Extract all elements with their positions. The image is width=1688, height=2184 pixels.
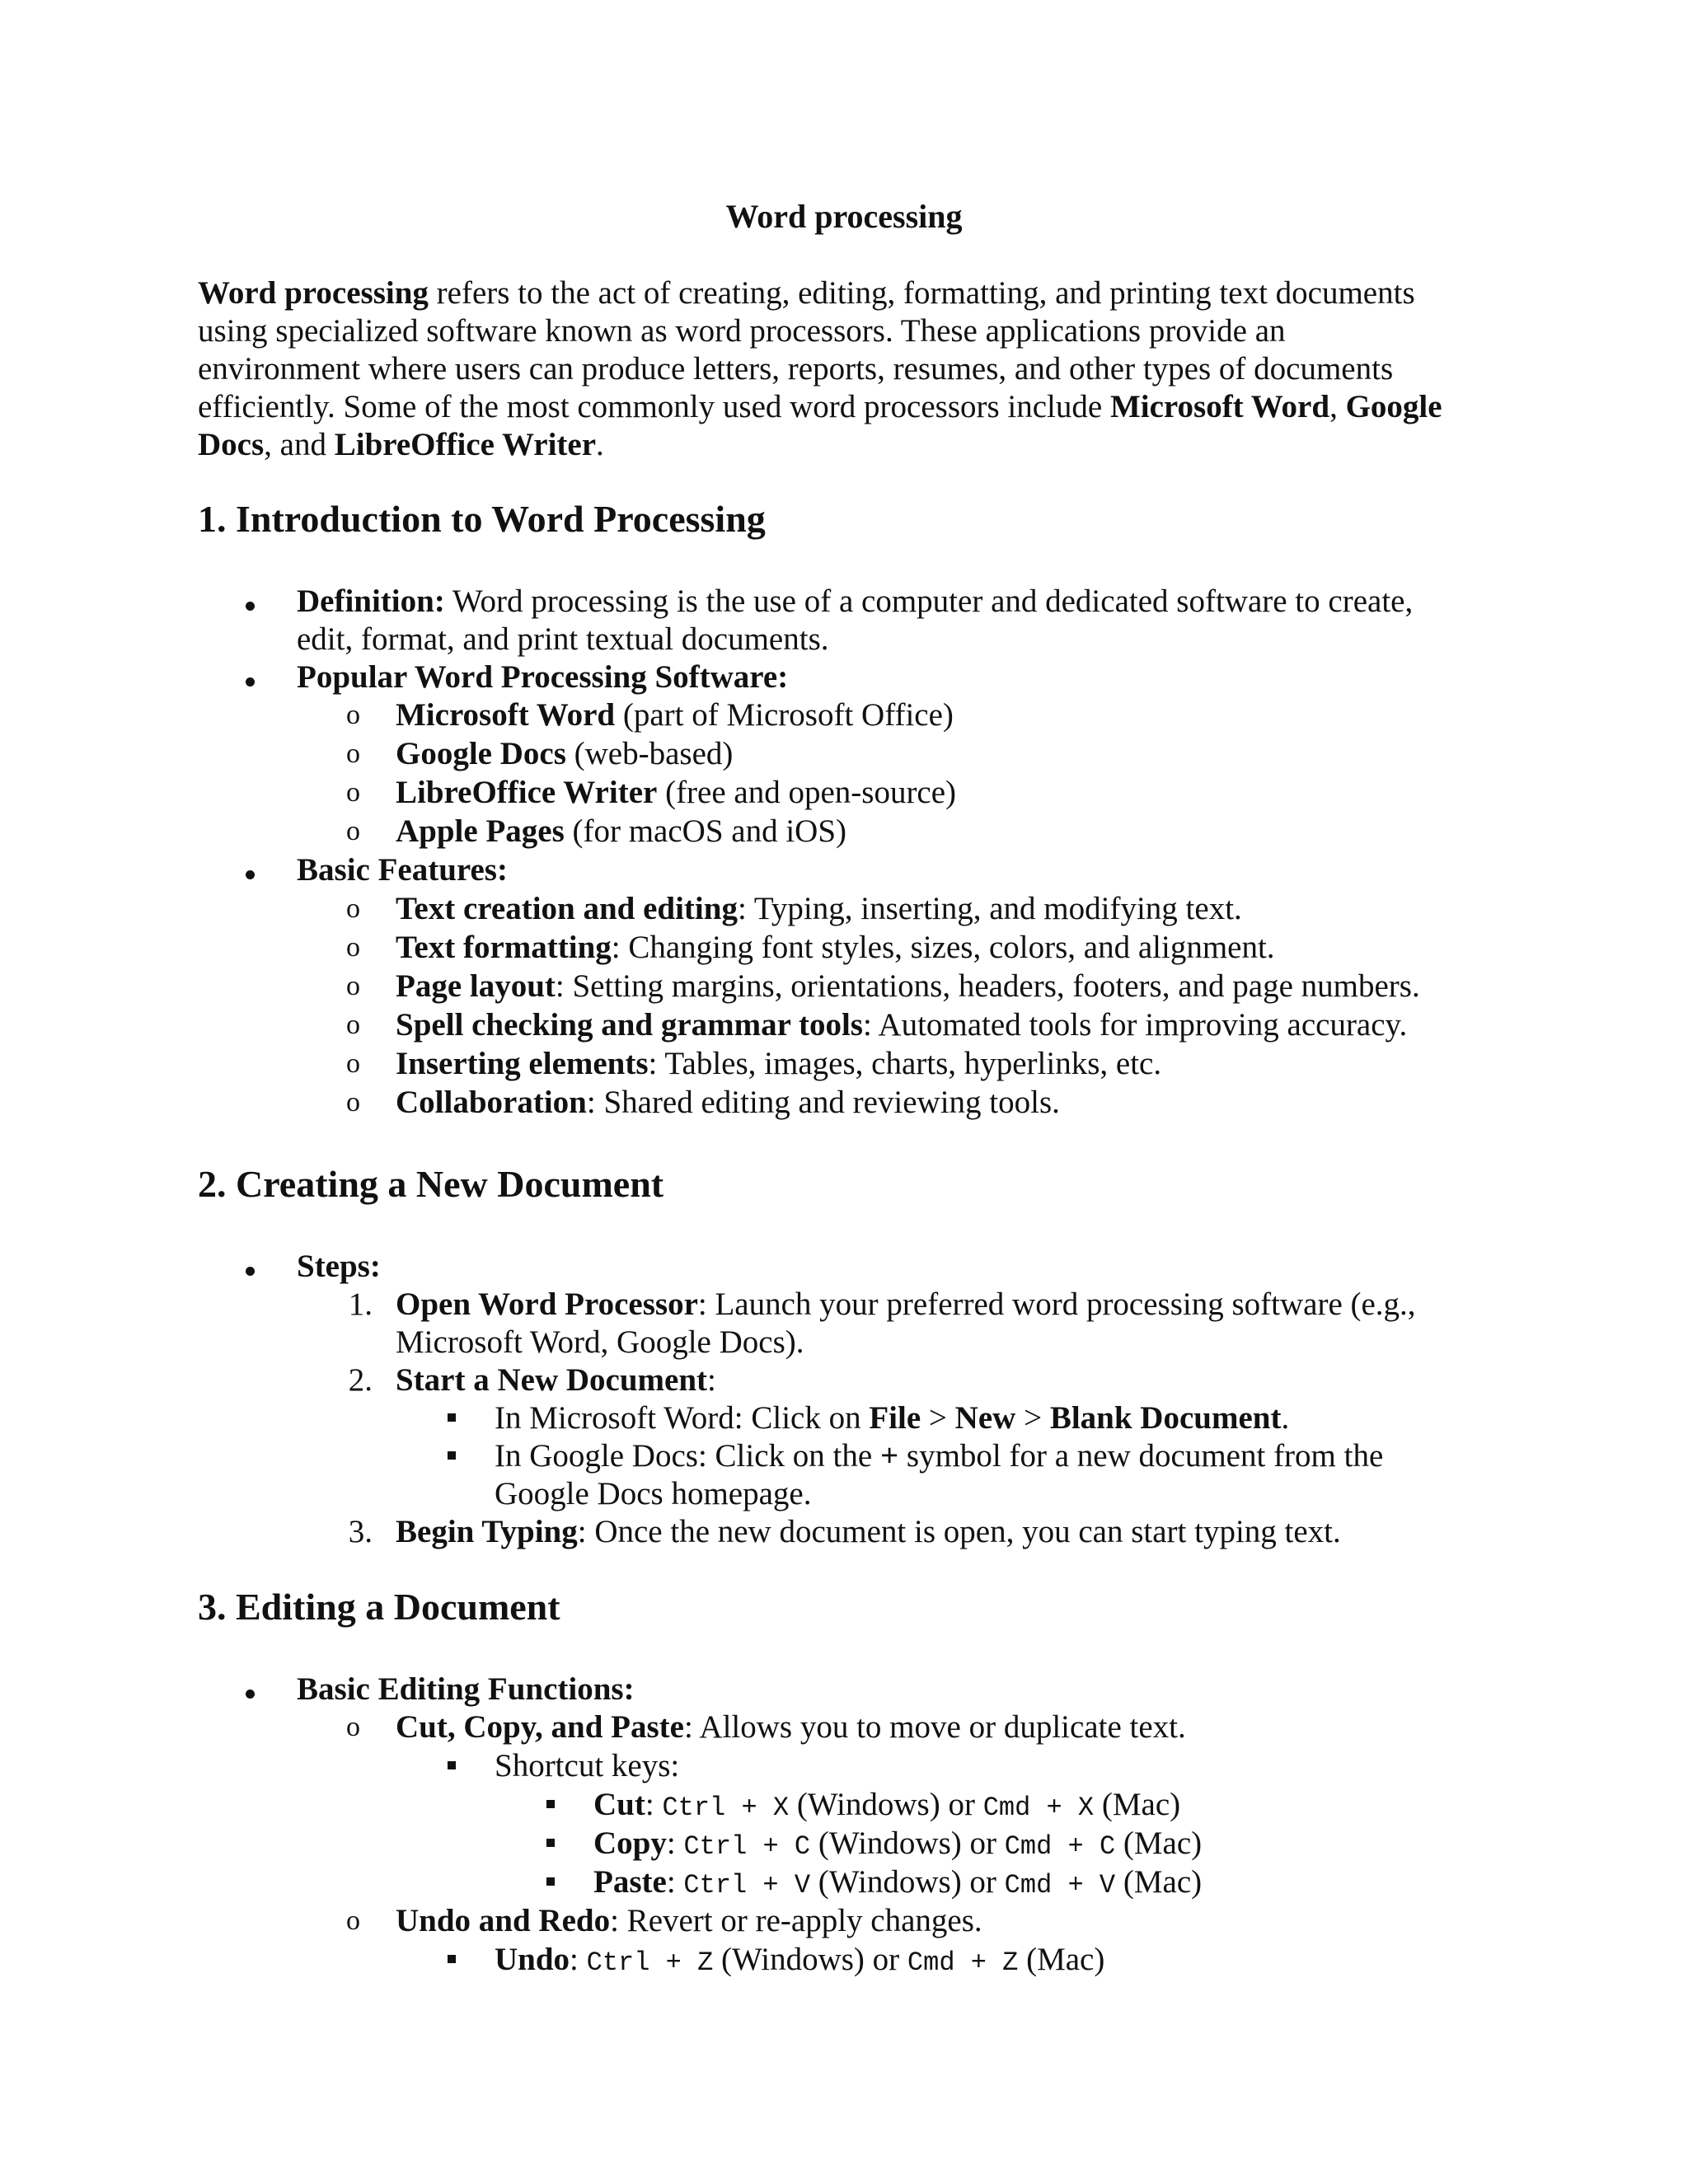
popular-software-label: Popular Word Processing Software: [297, 659, 789, 695]
steps-label: Steps: [297, 1249, 381, 1284]
square-bullet-icon [546, 1877, 555, 1886]
intro-text-1: refers to the act of creating, editing, formatting, and printing text documents [428, 275, 1415, 311]
windows-shortcut: Ctrl + V [683, 1870, 811, 1900]
intro-google-a: Google [1345, 389, 1442, 424]
feature-desc: : Shared editing and reviewing tools. [586, 1085, 1060, 1120]
windows-label: (Windows) or [713, 1942, 907, 1977]
circle-bullet-icon: o [346, 1712, 360, 1742]
feature-desc: : Setting margins, orientations, headers, footers, and page numbers. [555, 968, 1420, 1004]
intro-line-2: using specialized software known as word processors. These applications provide an [198, 313, 1286, 349]
feature-desc: : Automated tools for improving accuracy. [862, 1007, 1408, 1043]
feature-name: Text creation and editing [396, 891, 738, 926]
windows-label: (Windows) or [789, 1787, 983, 1822]
bullet-icon [246, 1690, 255, 1699]
ccp-item [396, 1708, 1186, 1747]
square-bullet-icon [546, 1839, 555, 1847]
software-name: Apple Pages [396, 813, 565, 849]
circle-bullet-icon: o [346, 893, 360, 924]
section-2-heading: 2. Creating a New Document [198, 1163, 664, 1205]
software-name: Microsoft Word [396, 697, 616, 733]
windows-shortcut: Ctrl + C [683, 1831, 811, 1862]
undo-redo-name: Undo and Redo [396, 1903, 611, 1938]
step-2-name: Start a New Document [396, 1362, 708, 1398]
software-note: (web-based) [565, 736, 734, 771]
feature-name: Collaboration [396, 1085, 587, 1120]
step-1-text: : Launch your preferred word processing software (e.g., [697, 1286, 1416, 1322]
ms-text: In Microsoft Word: Click on [495, 1400, 870, 1436]
mac-shortcut: Cmd + C [1004, 1831, 1116, 1862]
circle-bullet-icon: o [346, 738, 360, 769]
intro-text-4: efficiently. Some of the most commonly used word processors include [198, 389, 1110, 424]
square-bullet-icon [546, 1800, 555, 1808]
document-title: Word processing [725, 198, 963, 235]
windows-shortcut: Ctrl + X [662, 1793, 790, 1823]
definition-text: Word processing is the use of a computer and dedicated software to create, [444, 583, 1414, 619]
intro-line-3: environment where users can produce letters, reports, resumes, and other types of documents [198, 351, 1394, 387]
gt-sign: > [1015, 1400, 1050, 1436]
feature-desc: : Changing font styles, sizes, colors, and alignment. [611, 930, 1275, 965]
shortcut-colon: : [666, 1864, 684, 1900]
intro-comma: , [1329, 389, 1346, 424]
mac-label: (Mac) [1115, 1864, 1203, 1900]
undo-shortcut-item [495, 1941, 1104, 1983]
mac-shortcut: Cmd + V [1004, 1870, 1116, 1900]
undo-redo-item [396, 1902, 982, 1941]
file-menu-ref: File [869, 1400, 921, 1436]
mac-label: (Mac) [1018, 1942, 1105, 1977]
blank-document-ref: Blank Document [1049, 1400, 1282, 1436]
windows-shortcut: Ctrl + Z [586, 1947, 714, 1978]
google-docs-instruction-2: Google Docs homepage. [495, 1476, 812, 1511]
shortcut-item [593, 1786, 1180, 1828]
feature-name: Inserting elements [396, 1046, 649, 1081]
intro-period: . [596, 427, 604, 462]
software-name: LibreOffice Writer [396, 775, 658, 810]
feature-name: Page layout [396, 968, 556, 1004]
undo-name: Undo [495, 1942, 570, 1977]
square-bullet-icon [448, 1761, 456, 1769]
feature-name: Text formatting [396, 930, 612, 965]
shortcut-item [593, 1825, 1202, 1867]
circle-bullet-icon: o [346, 971, 360, 1001]
intro-google-b: Docs [198, 427, 265, 462]
step-number: 1. [348, 1286, 373, 1322]
section-3-heading: 3. Editing a Document [198, 1586, 560, 1628]
software-name: Google Docs [396, 736, 566, 771]
gd-text: In Google Docs: Click on the [495, 1438, 880, 1474]
undo-redo-desc: : Revert or re-apply changes. [610, 1903, 982, 1938]
circle-bullet-icon: o [346, 1010, 360, 1040]
step-1-line-2: Microsoft Word, Google Docs). [396, 1324, 804, 1360]
shortcut-name: Paste [593, 1864, 667, 1900]
step-number: 2. [348, 1362, 373, 1398]
intro-word: Microsoft Word [1109, 389, 1330, 424]
mac-label: (Mac) [1115, 1825, 1203, 1861]
feature-desc: : Tables, images, charts, hyperlinks, etc. [648, 1046, 1162, 1081]
shortcut-colon: : [645, 1787, 663, 1822]
intro-and: , and [264, 427, 335, 462]
circle-bullet-icon: o [346, 1905, 360, 1936]
step-1-name: Open Word Processor [396, 1286, 698, 1322]
shortcut-name: Copy [593, 1825, 667, 1861]
intro-libre: LibreOffice Writer [334, 427, 597, 462]
software-note: (part of Microsoft Office) [615, 697, 954, 733]
section-1-heading: 1. Introduction to Word Processing [198, 498, 766, 540]
circle-bullet-icon: o [346, 816, 360, 846]
step-3-text: : Once the new document is open, you can start typing text. [577, 1514, 1341, 1549]
plus-symbol: + [879, 1438, 899, 1474]
circle-bullet-icon: o [346, 700, 360, 730]
basic-editing-label: Basic Editing Functions: [297, 1671, 635, 1707]
windows-label: (Windows) or [810, 1825, 1005, 1861]
ccp-desc: : Allows you to move or duplicate text. [683, 1709, 1186, 1745]
square-bullet-icon [448, 1955, 456, 1963]
software-note: (free and open-source) [657, 775, 957, 810]
mac-label: (Mac) [1094, 1787, 1181, 1822]
circle-bullet-icon: o [346, 932, 360, 963]
gt-sign: > [921, 1400, 955, 1436]
circle-bullet-icon: o [346, 1087, 360, 1118]
new-menu-ref: New [954, 1400, 1016, 1436]
step-number: 3. [348, 1514, 373, 1549]
intro-term: Word processing [198, 275, 429, 311]
gd-text-2: symbol for a new document from the [898, 1438, 1384, 1474]
windows-label: (Windows) or [810, 1864, 1005, 1900]
circle-bullet-icon: o [346, 777, 360, 808]
mac-shortcut: Cmd + X [982, 1793, 1095, 1823]
circle-bullet-icon: o [346, 1048, 360, 1079]
ms-end: . [1281, 1400, 1290, 1436]
shortcut-item [593, 1863, 1202, 1905]
step-2-colon: : [707, 1362, 716, 1398]
mac-shortcut: Cmd + Z [907, 1947, 1019, 1978]
ccp-name: Cut, Copy, and Paste [396, 1709, 684, 1745]
undo-colon: : [570, 1942, 587, 1977]
shortcut-name: Cut [593, 1787, 645, 1822]
definition-line-2: edit, format, and print textual documents. [297, 621, 829, 657]
basic-features-label: Basic Features: [297, 852, 508, 888]
shortcut-colon: : [666, 1825, 684, 1861]
definition-label: Definition: [297, 583, 445, 619]
shortcut-keys-label: Shortcut keys: [495, 1748, 680, 1783]
step-3-name: Begin Typing [396, 1514, 578, 1549]
feature-desc: : Typing, inserting, and modifying text. [737, 891, 1242, 926]
feature-name: Spell checking and grammar tools [396, 1007, 863, 1043]
software-note: (for macOS and iOS) [564, 813, 847, 849]
